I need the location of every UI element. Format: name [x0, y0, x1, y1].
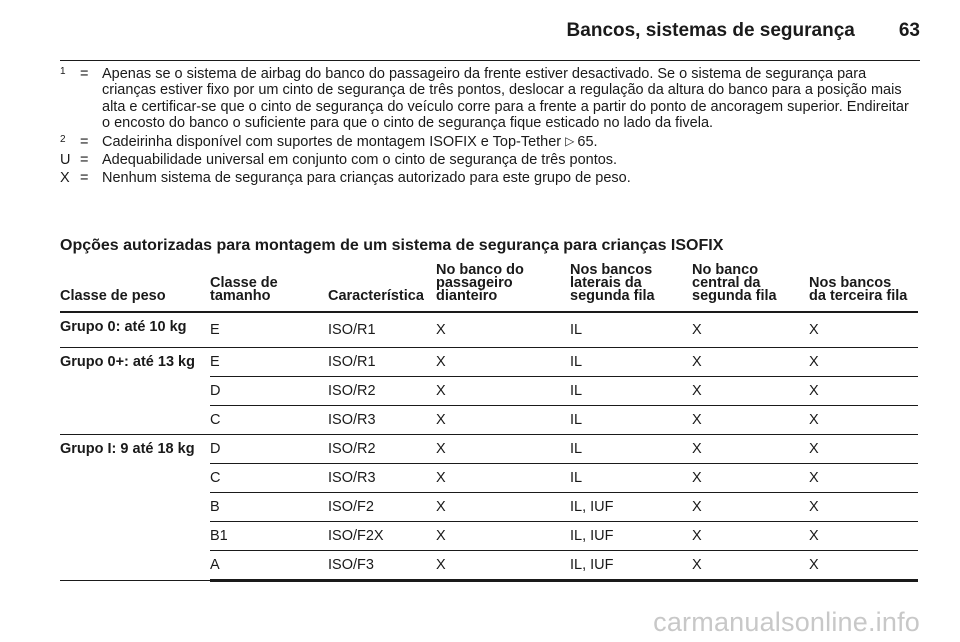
- column-header: [210, 264, 328, 312]
- page-number: 63: [898, 20, 920, 41]
- page-title: Bancos, sistemas de segurança: [566, 20, 855, 41]
- isofix-table: [60, 264, 918, 582]
- footnote-key: 1: [60, 66, 66, 77]
- column-header-line: Nos bancos: [570, 262, 653, 278]
- table-row: [60, 312, 918, 348]
- column-header-line: Característica: [328, 288, 424, 304]
- column-header: [692, 264, 809, 312]
- table-cell: X: [692, 435, 809, 464]
- column-header-line: No banco: [692, 262, 759, 278]
- footnote: [60, 134, 920, 150]
- column-header: [570, 264, 692, 312]
- table-cell: X: [692, 312, 809, 348]
- table-cell: X: [436, 406, 570, 435]
- column-header: [60, 264, 210, 312]
- table-cell: IL: [570, 312, 692, 348]
- table-cell: IL, IUF: [570, 551, 692, 581]
- table-cell: IL: [570, 377, 692, 406]
- table-cell: ISO/F2X: [328, 522, 436, 551]
- footnote-text: Nenhum sistema de segurança para crianças autorizado para este grupo de peso.: [102, 170, 631, 187]
- table-cell: ISO/F3: [328, 551, 436, 581]
- footnote-equals: =: [80, 152, 89, 169]
- weight-class-cell: Grupo I: 9 até 18 kg: [60, 435, 210, 581]
- column-header-line: dianteiro: [436, 288, 498, 304]
- section-title: Opções autorizadas para montagem de um sistema de segurança para crianças ISOFIX: [60, 237, 724, 254]
- column-header: [328, 264, 436, 312]
- table-cell: X: [692, 406, 809, 435]
- table-cell: IL, IUF: [570, 493, 692, 522]
- footnote-text: Apenas se o sistema de airbag do banco do passageiro da frente estiver desactivado. Se o sistema de segurança para crianças estiver fixo por um cinto de segurança de três pontos, deslocar a regulação da altura do banco para a posição mais alta e certificar-se que o cinto de segurança do veículo corre para a frente a partir do ponto de ancoragem superior. Endireitar o encosto do banco o suficiente para que o cinto de segurança fique esticado no lado da fivela.: [102, 66, 909, 132]
- weight-class-cell: Grupo 0: até 10 kg: [60, 312, 210, 348]
- table-cell: ISO/R2: [328, 435, 436, 464]
- table-cell: X: [809, 551, 918, 581]
- footnote-equals: =: [80, 66, 89, 82]
- table-cell: X: [809, 522, 918, 551]
- footnote-equals: =: [80, 170, 89, 187]
- table-cell: B1: [210, 522, 328, 551]
- table-cell: B: [210, 493, 328, 522]
- table-cell: X: [692, 551, 809, 581]
- table-cell: D: [210, 435, 328, 464]
- table-cell: X: [692, 377, 809, 406]
- page-reference-link[interactable]: 65.: [577, 133, 598, 150]
- table-cell: X: [436, 551, 570, 581]
- watermark: carmanualsonline.info: [653, 607, 920, 637]
- table-cell: IL: [570, 406, 692, 435]
- table-cell: X: [809, 435, 918, 464]
- column-header-line: laterais da: [570, 275, 642, 291]
- table-cell: C: [210, 464, 328, 493]
- footnote-text: Adequabilidade universal em conjunto com o cinto de segurança de três pontos.: [102, 152, 618, 169]
- table-cell: X: [436, 348, 570, 377]
- column-header-line: central da: [692, 275, 761, 291]
- table-header-row: [60, 264, 918, 312]
- table-cell: X: [692, 464, 809, 493]
- table-cell: A: [210, 551, 328, 581]
- footnote-key: 2: [60, 133, 66, 145]
- column-header-line: Classe de peso: [60, 288, 166, 304]
- table-row: [60, 435, 918, 464]
- footnote: [60, 170, 920, 186]
- column-header: [809, 264, 918, 312]
- footnote-key: X: [60, 170, 70, 187]
- table-cell: X: [692, 522, 809, 551]
- column-header-line: segunda fila: [570, 288, 655, 304]
- table-cell: E: [210, 348, 328, 377]
- table-cell: X: [436, 464, 570, 493]
- table-cell: ISO/R1: [328, 312, 436, 348]
- column-header: [436, 264, 570, 312]
- weight-class-cell: Grupo 0+: até 13 kg: [60, 348, 210, 435]
- table-cell: D: [210, 377, 328, 406]
- table-cell: ISO/R3: [328, 464, 436, 493]
- footnote-key: U: [60, 152, 71, 169]
- column-header-line: passageiro: [436, 275, 513, 291]
- table-cell: X: [436, 493, 570, 522]
- table-cell: X: [436, 312, 570, 348]
- table-cell: X: [692, 493, 809, 522]
- table-cell: X: [436, 522, 570, 551]
- table-cell: X: [436, 435, 570, 464]
- table-cell: ISO/R3: [328, 406, 436, 435]
- table-cell: IL, IUF: [570, 522, 692, 551]
- table-cell: X: [809, 377, 918, 406]
- header-divider: [60, 60, 920, 61]
- arrow-ref-icon: ▷: [565, 133, 575, 148]
- table-cell: C: [210, 406, 328, 435]
- table-cell: X: [692, 348, 809, 377]
- footnote: [60, 152, 920, 168]
- table-cell: IL: [570, 464, 692, 493]
- column-header-line: Nos bancos: [809, 275, 892, 291]
- table-cell: X: [809, 312, 918, 348]
- table-body: [60, 312, 918, 581]
- column-header-line: No banco do: [436, 262, 524, 278]
- table-cell: X: [809, 406, 918, 435]
- table-cell: E: [210, 312, 328, 348]
- table-cell: X: [809, 493, 918, 522]
- column-header-line: tamanho: [210, 288, 271, 304]
- footnote-equals: =: [80, 133, 89, 150]
- column-header-line: da terceira fila: [809, 288, 908, 304]
- footnote: [60, 66, 920, 132]
- table-cell: X: [809, 464, 918, 493]
- footnotes: [60, 66, 920, 189]
- column-header-line: Classe de: [210, 275, 278, 291]
- table-cell: IL: [570, 348, 692, 377]
- table-cell: ISO/F2: [328, 493, 436, 522]
- footnote-text-body: Cadeirinha disponível com suportes de montagem ISOFIX e Top-Tether: [102, 133, 562, 150]
- table-cell: ISO/R1: [328, 348, 436, 377]
- table-cell: X: [809, 348, 918, 377]
- table-cell: ISO/R2: [328, 377, 436, 406]
- page-header: [60, 14, 920, 48]
- column-header-line: segunda fila: [692, 288, 777, 304]
- footnote-text: [102, 134, 920, 150]
- table-cell: X: [436, 377, 570, 406]
- table-cell: IL: [570, 435, 692, 464]
- table-row: [60, 348, 918, 377]
